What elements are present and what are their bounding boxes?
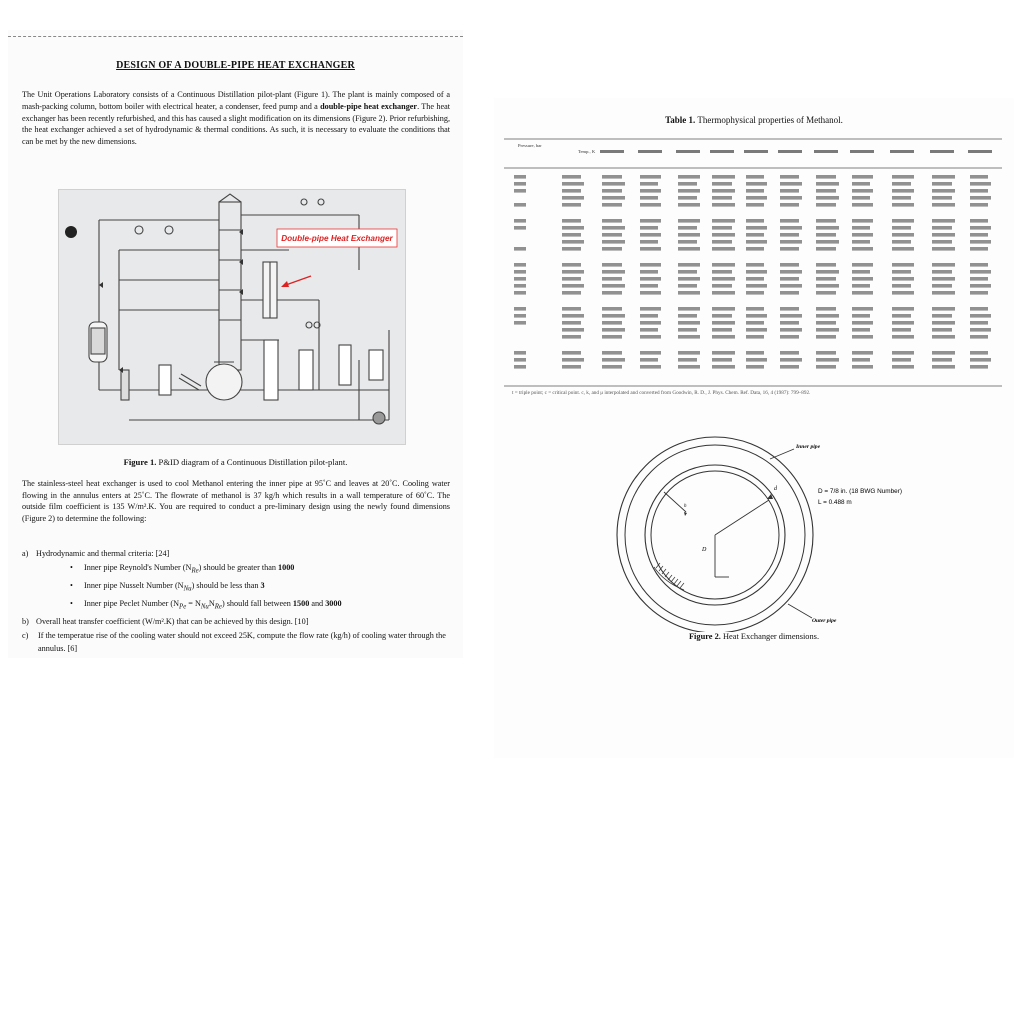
inner-pipe-label: Inner pipe xyxy=(796,444,821,450)
question-list xyxy=(22,547,450,655)
spec-diameter: D = 7/8 in. (18 BWG Number) xyxy=(818,488,902,495)
figure2-cross-section xyxy=(594,432,954,632)
right-page xyxy=(494,98,1014,758)
table-footnote: t = triple point; c = critical point. c, k, and μ interpolated and converted from Goodwin, R. D., J. Phys. Chem. Ref. Data, 16, 4 (1987): 799–892. xyxy=(512,390,811,396)
intro-paragraph: The Unit Operations Laboratory consists of a Continuous Distillation pilot-plant (Figure 1). The plant is mainly composed of a mash-packing column, bottom boiler with electrical heater, a condenser, feed pump and a double-pipe heat exchanger. The heat exchanger has been recently refurbished, and this has caused a slight modification on its dimensions (Figure 2). Prior refurbishing, the heat exchanger achieved a set of hydrodynamic & thermal conditions. As such, it is necessary to evaluate the conditions that can be met by the new dimensions. xyxy=(22,90,450,147)
question-b: b) Overall heat transfer coefficient (W/m².K) that can be achieved by this design. [10] xyxy=(22,616,309,626)
criterion-reynolds: • Inner pipe Reynold's Number $(N_{Re})$ should be greater than 1000 xyxy=(22,561,450,579)
question-a: a) Hydrodynamic and thermal criteria: [24] xyxy=(22,549,170,558)
figure1-caption: Figure 1. P&ID diagram of a Continuous Distillation pilot-plant. xyxy=(123,457,348,467)
document-title: DESIGN OF A DOUBLE-PIPE HEAT EXCHANGER xyxy=(116,60,355,71)
left-page xyxy=(8,30,463,658)
binder-hole-icon xyxy=(65,226,77,238)
question-c: c) If the temperatue rise of the cooling water should not exceed 25K, compute the flow rate (kg/h) of cooling water through the annulus. [6] xyxy=(22,630,446,653)
callout-label: Double-pipe Heat Exchanger xyxy=(281,234,393,243)
outer-pipe-label: Outer pipe xyxy=(812,618,837,624)
criterion-peclet: • Inner pipe Peclet Number $(N_{Pe} = N_{Nu}N_{Re})$ should fall between 1500 and 3000 xyxy=(22,597,450,615)
reboiler xyxy=(206,364,242,400)
dim-d-label: d xyxy=(774,486,777,492)
pid-diagram-drawing xyxy=(59,190,405,444)
properties-table xyxy=(504,138,1002,388)
dim-D-label: D xyxy=(702,547,707,553)
criterion-nusselt: • Inner pipe Nusselt Number $(N_{Nu})$ should be less than 3 xyxy=(22,579,450,597)
spec-length: L = 0.488 m xyxy=(818,499,852,506)
pid-diagram xyxy=(58,189,406,445)
table-header-pressure: Pressure, bar xyxy=(518,143,542,148)
table1-caption: Table 1. Thermophysical properties of Methanol. xyxy=(665,115,843,125)
table-header-temp: Temp., K xyxy=(578,149,596,154)
header-rule xyxy=(8,36,463,37)
dim-h-label: h xyxy=(684,504,687,509)
problem-statement: The stainless-steel heat exchanger is used to cool Methanol entering the inner pipe at 95˚C and leaves at 20˚C. Cooling water flowing in the annulus enters at 25˚C. The flowrate of methanol is 37 kg/h which results in a wall temperature of 60˚C. The outside film coefficient is 135 W/m².K. You are required to conduct a pre-liminary design using the newly found dimensions (Figure 2) to determine the following: xyxy=(22,479,450,523)
figure2-caption: Figure 2. Heat Exchanger dimensions. xyxy=(688,632,820,641)
